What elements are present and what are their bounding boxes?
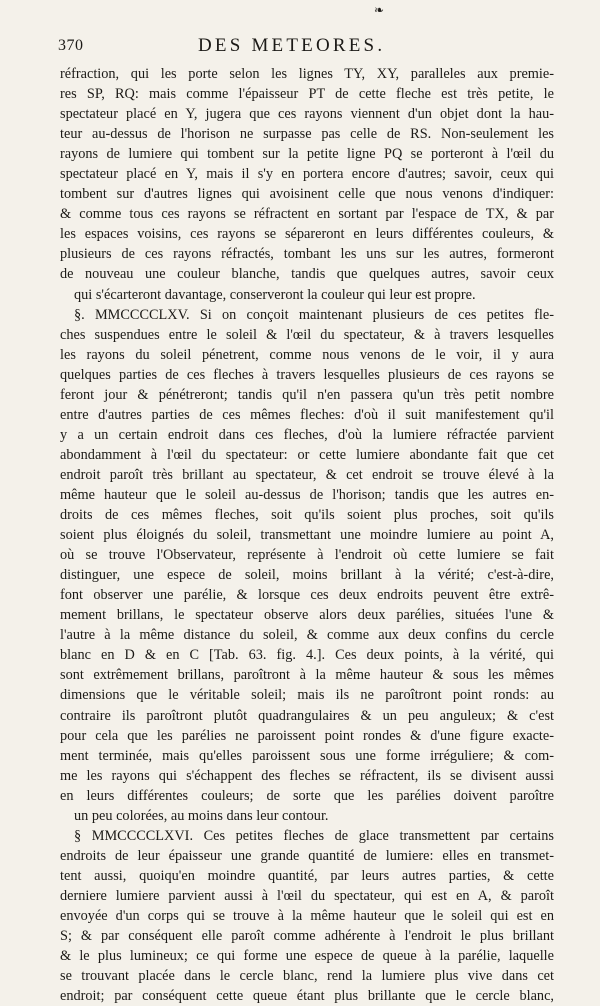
running-title: DES METEORES. xyxy=(198,35,386,56)
text-line: ment terminée, mais qu'elles paroissent sous une forme irréguliere; & com- xyxy=(60,747,554,764)
text-line: les espaces voisins, ces rayons se sépareront en leurs différentes couleurs, & xyxy=(60,226,554,243)
text-line: qui s'écarteront davantage, conserveront la couleur qui leur est propre. xyxy=(74,286,476,303)
text-line: & comme tous ces rayons se réfractent en sortant par l'espace de TX, & par xyxy=(60,206,554,223)
text-line: quelques parties de ces fleches à travers lesquelles plusieurs de ces rayons se xyxy=(60,366,554,383)
text-line: distinguer, une espece de soleil, moins brillant à la vérité; c'est-à-dire, xyxy=(60,567,554,584)
text-line: §. MMCCCCLXV. Si on conçoit maintenant plusieurs de ces petites fle- xyxy=(74,306,554,323)
text-line: plusieurs de ces rayons réfractés, tombant les uns sur les autres, formeront xyxy=(60,246,554,263)
text-line: y a un certain endroit dans ces fleches, d'où la lumiere réfractée parvient xyxy=(60,426,554,443)
text-line: rayons de lumiere qui tombent sur la petite ligne PQ se porteront à l'œil du xyxy=(60,146,554,163)
text-line: mement brillans, le spectateur observe alors deux parélies, situées l'une & xyxy=(60,607,554,624)
text-line: & le plus lumineux; ce qui forme une espece de queue à la parélie, laquelle xyxy=(60,948,554,965)
text-line: tombent sur d'autres lignes qui avoisinent celle que nous venons d'indiquer: xyxy=(60,186,554,203)
text-line: un peu colorées, au moins dans leur contour. xyxy=(74,807,329,824)
body-text xyxy=(60,64,554,1006)
text-line: endroits de leur épaisseur une grande quantité de lumiere: elles en transmet- xyxy=(60,847,554,864)
text-line: endroit paroît très brillant au spectateur, & cet endroit se trouve élevé à la xyxy=(60,466,554,483)
text-line: en leurs différentes couleurs; de sorte que les parélies doivent paroître xyxy=(60,787,554,804)
text-line: les rayons du soleil pénetrent, comme nous venons de le voir, il y aura xyxy=(60,346,554,363)
text-line: sont extrêmement brillans, paroîtront à la même hauteur & sous les mêmes xyxy=(60,667,554,684)
text-line: même hauteur que le soleil au-dessus de l'horison; tandis que les autres en- xyxy=(60,486,554,503)
text-line: spectateur placé en Y, mais il s'y en portera encore d'autres; savoir, ceux qui xyxy=(60,166,554,183)
text-line: teur au-dessus de l'horison ne surpasse pas celle de RS. Non-seulement les xyxy=(60,126,554,143)
text-line: entre d'autres parties de ces mêmes fleches: d'où il suit manifestement qu'il xyxy=(60,406,554,423)
text-line: de nouveau une couleur blanche, tandis que quelques autres, savoir ceux xyxy=(60,266,554,283)
text-line: dimensions que le véritable soleil; mais ils ne paroîtront point ronds: au xyxy=(60,687,554,704)
text-line: tent aussi, quoiqu'en moindre quantité, par leurs autres parties, & cette xyxy=(60,867,554,884)
text-line: pour cela que les parélies ne paroissent point rondes & d'une figure exacte- xyxy=(60,727,554,744)
page-header xyxy=(58,37,552,65)
text-line: abondamment à l'œil du spectateur: or cette lumiere abondante fait que cet xyxy=(60,446,554,463)
text-line: endroit; par conséquent cette queue étant plus brillante que le cercle blanc, xyxy=(60,988,554,1005)
text-line: res SP, RQ: mais comme l'épaisseur PT de cette fleche est très petite, le xyxy=(60,86,554,103)
text-line: l'autre à la même distance du soleil, & comme aux deux confins du cercle xyxy=(60,627,554,644)
text-line: me les rayons qui s'échappent des fleches se réfractent, ils se divisent aussi xyxy=(60,767,554,784)
text-line: envoyée d'un corps qui se trouve à la même hauteur que le soleil qui est en xyxy=(60,907,554,924)
text-line: blanc en D & en C [Tab. 63. fig. 4.]. Ces deux points, à la vérité, qui xyxy=(60,647,554,664)
text-line: derniere lumiere parvient aussi à l'œil du spectateur, qui est en A, & paroît xyxy=(60,887,554,904)
text-line: § MMCCCCLXVI. Ces petites fleches de glace transmettent par certains xyxy=(74,827,554,844)
page-number: 370 xyxy=(58,37,84,54)
text-line: ches suspendues entre le soleil & l'œil du spectateur, & à travers lesquelles xyxy=(60,326,554,343)
text-line: font observer une parélie, & lorsque ces deux endroits peuvent être extrê- xyxy=(60,587,554,604)
text-line: contraire ils paroîtront plutôt quadrangulaires & un peu anguleux; & c'est xyxy=(60,707,554,724)
text-line: où se trouve l'Observateur, représente à l'endroit où cette lumiere se fait xyxy=(60,547,554,564)
printer-ornament-mark: ❧ xyxy=(374,3,385,17)
text-line: feront jour & pénétreront; tandis qu'il n'en passera qu'un très petit nombre xyxy=(60,386,554,403)
text-line: soient plus éloignés du soleil, transmettant une moindre lumiere au point A, xyxy=(60,527,554,544)
text-line: réfraction, qui les porte selon les lignes TY, XY, paralleles aux premie- xyxy=(60,66,554,82)
text-line: se trouvant placée dans le cercle blanc, rend la lumiere plus vive dans cet xyxy=(60,968,554,985)
text-line: droits de ces mêmes fleches, soit qu'ils soient plus proches, soit qu'ils xyxy=(60,507,554,524)
text-line: S; & par conséquent elle paroît comme adhérente à l'endroit le plus brillant xyxy=(60,928,554,945)
text-line: spectateur placé en Y, jugera que ces rayons viennent d'un objet dont la hau- xyxy=(60,106,554,123)
